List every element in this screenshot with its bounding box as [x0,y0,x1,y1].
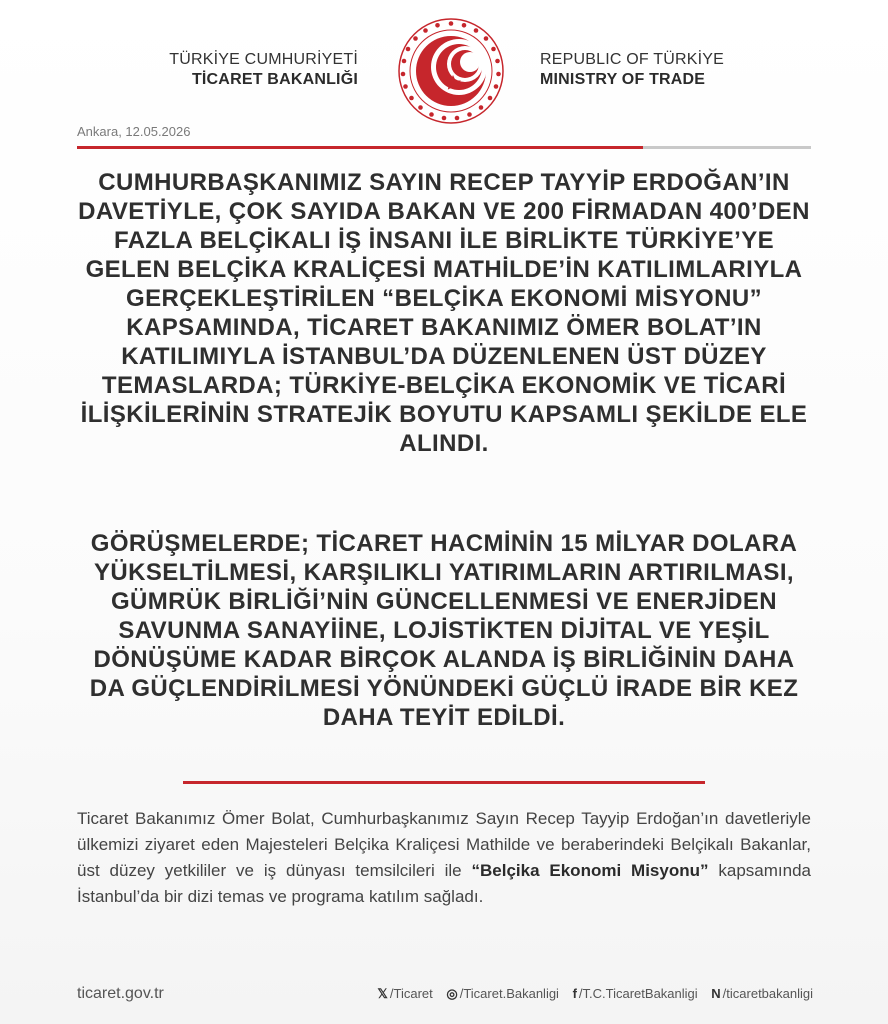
website-link[interactable]: ticaret.gov.tr [77,985,164,1002]
social-instagram[interactable] [446,986,559,1002]
x-icon: 𝕏 [377,986,388,1001]
social-links [367,986,813,1002]
crescent-star-emblem-icon [397,17,505,125]
social-nsosyal-label: /ticaretbakanligi [722,986,813,1001]
header-left-line2: TİCARET BAKANLIĞI [191,71,358,88]
press-date: Ankara, 12.05.2026 [77,124,191,139]
letterhead [0,0,888,130]
body-paragraph [77,806,811,910]
social-x[interactable] [377,986,432,1002]
social-instagram-label: /Ticaret.Bakanligi [459,986,559,1001]
social-facebook[interactable] [573,986,698,1001]
facebook-icon: f [572,986,577,1001]
header-right-line1: REPUBLIC OF TÜRKİYE [540,51,724,68]
headline-paragraph-1: CUMHURBAŞKANIMIZ SAYIN RECEP TAYYİP ERDOĞAN’IN DAVETİYLE, ÇOK SAYIDA BAKAN VE 200 FİRMADAN 400’DEN FAZLA BELÇİKALI İŞ İNSANI İLE BİRLİKTE TÜRKİYE’YE GELEN BELÇİKA KRALİÇESİ MATHİLDE’İN KATILIMLARIYLA GERÇEKLEŞTİRİLEN “BELÇİKA EKONOMİ MİSYONU” KAPSAMINDA, TİCARET BAKANIMIZ ÖMER BOLAT’IN KATILIMIYLA İSTANBUL’DA DÜZENLENEN ÜST DÜZEY TEMASLARDA; TÜRKİYE-BELÇİKA EKONOMİK VE TİCARİ İLİŞKİLERİNİN STRATEJİK BOYUTU KAPSAMLI ŞEKİLDE ELE ALINDI. [78,169,810,457]
instagram-icon: ◎ [446,986,458,1001]
social-nsosyal[interactable] [711,986,813,1001]
headline-paragraph-2: GÖRÜŞMELERDE; TİCARET HACMİNİN 15 MİLYAR DOLARA YÜKSELTİLMESİ, KARŞILIKLI YATIRIMLARIN ARTIRILMASI, GÜMRÜK BİRLİĞİ’NİN GÜNCELLENMESİ VE ENERJİDEN SAVUNMA SANAYİİNE, LOJİSTİKTEN DİJİTAL VE YEŞİL DÖNÜŞÜME KADAR BİRÇOK ALANDA İŞ BİRLİĞİNİN DAHA DA GÜÇLENDİRİLMESİ YÖNÜNDEKİ GÜÇLÜ İRADE BİR KEZ DAHA TEYİT EDİLDİ. [89,530,799,731]
social-facebook-label: /T.C.TicaretBakanligi [578,986,698,1001]
social-x-label: /Ticaret [389,986,433,1001]
top-divider-accent [77,146,643,149]
footer [77,985,813,1007]
body-text-part1: Ticaret Bakanımız Ömer Bolat, Cumhurbaşkanımız Sayın Recep Tayyip Erdoğan’ın davetleriyle ülkemizi ziyaret eden Majesteleri Belçika Kraliçesi Mathilde ve beraberindeki Belçikalı Bakanlar, üst düzey yetkililer ve iş dünyası temsilcileri ile [77,809,811,880]
header-left-line1: TÜRKİYE CUMHURİYETİ [169,51,358,68]
header-right-line2: MINISTRY OF TRADE [540,71,706,88]
body-text-part2: kapsamında İstanbul’da bir dizi temas ve programa katılım sağladı. [77,861,811,906]
header-left-title [169,50,358,90]
nsosyal-icon: N [711,986,721,1001]
body-text-bold: “Belçika Ekonomi Misyonu” [471,861,709,880]
middle-divider [183,781,705,784]
header-right-title [540,50,724,90]
